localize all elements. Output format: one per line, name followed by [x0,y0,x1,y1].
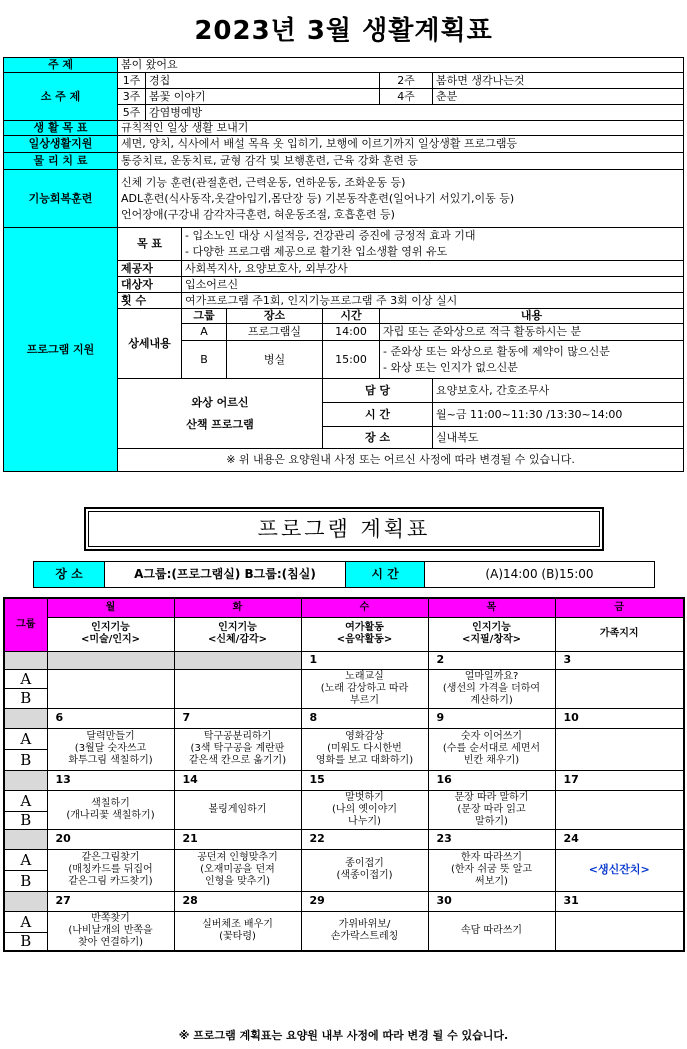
date-cell: 20 [47,829,174,849]
walk-key: 담 당 [323,379,433,403]
activity-line: (생선의 가격을 더하여 [442,682,541,694]
activity-cell [555,849,684,891]
activity-cell [428,728,555,770]
activity-cell [428,790,555,829]
category-cell [555,617,684,651]
activity-line: 반쪽찾기 [91,912,130,924]
category-line: <신체/감각> [207,634,268,645]
daily-value: 세면, 양치, 식사에서 배설 목욕 옷 입히기, 보행에 이르기까지 일상생활 프로그램등 [118,136,684,153]
activity-line: (미워도 다시한번 [327,743,402,754]
date-cell: 24 [555,829,684,849]
detail-time: 14:00 [323,324,380,341]
week-label: 1주 [118,73,146,89]
activity-cell [47,911,174,951]
place-value: A그룹:(프로그램실) B그룹:(침실) [105,562,346,587]
date-cell: 2 [428,651,555,669]
activity-line: (한자 쉬굼 뜻 알고 [450,864,533,875]
footer-note: ※ 프로그램 계획표는 요양원 내부 사정에 따라 변경 될 수 있습니다. [178,1029,509,1042]
date-cell: 8 [301,708,428,728]
date-cell: 3 [555,651,684,669]
place-label: 장 소 [34,562,105,587]
activity-line: 실버체조 배우기 [202,918,273,930]
group-b-label: B [4,749,47,770]
time-label: 시 간 [346,562,425,587]
physio-label: 물 리 치 료 [4,153,118,170]
activity-line: 인형을 맞추기) [204,876,271,887]
activity-line: 손가락스트레칭 [330,930,399,942]
activity-line: 가위바위보/ [338,918,391,930]
activity-cell [555,790,684,829]
activity-cell [47,728,174,770]
goal2-line: - 입소노인 대상 시설적응, 건강관리 증진에 긍정적 효과 기대 [185,229,476,242]
provider-value: 사회복지사, 요양보호사, 외부강사 [182,261,684,277]
category-cell [301,617,428,651]
activity-line: 색칠하기 [91,797,130,809]
date-cell: 21 [174,829,301,849]
rehab-line: ADL훈련(식사동작,옷갈아입기,몸단장 등) 기본동작훈련(일어나기 서있기,이동 등) [121,191,515,205]
day-header: 목 [428,598,555,617]
program-label: 프로그램 지원 [4,228,118,472]
date-cell: 17 [555,770,684,790]
activity-cell [555,728,684,770]
date-cell: 15 [301,770,428,790]
group-header: 그룹 [4,598,47,651]
theme-label: 주 제 [4,58,118,73]
activity-cell [174,728,301,770]
physio-value: 통증치료, 운동치료, 균형 감각 및 보행훈련, 근육 강화 훈련 등 [118,153,684,170]
walk-value: 요양보호사, 간호조무사 [433,379,684,403]
walk-value: 실내복도 [433,427,684,449]
activity-line: 노래교실 [345,670,384,682]
detail-content [380,341,684,379]
activity-line: 종이접기 [345,858,384,869]
detail-group: B [182,341,227,379]
goal-value: 규칙적인 일상 생활 보내기 [118,121,684,136]
activity-cell [301,728,428,770]
activity-cell [47,669,174,708]
detail-label: 상세내용 [118,309,182,379]
date-cell: 28 [174,891,301,911]
rehab-value [118,170,684,228]
date-cell: 29 [301,891,428,911]
activity-line: 써보기) [475,876,508,887]
walk-key: 시 간 [323,403,433,427]
date-cell [174,651,301,669]
activity-cell [47,790,174,829]
group-a-label: A [4,669,47,688]
detail-time: 15:00 [323,341,380,379]
activity-cell [301,849,428,891]
day-header: 월 [47,598,174,617]
rehab-label: 기능회복훈련 [4,170,118,228]
walk-label-line: 와상 어르신 [191,395,249,409]
activity-cell [428,911,555,951]
category-line: 인지기능 [472,622,511,633]
activity-cell [174,669,301,708]
date-cell: 31 [555,891,684,911]
week-gap-cell [4,651,47,669]
activity-line: (오재미공을 던져 [200,864,275,875]
activity-line: (나의 옛이야기 [331,803,398,815]
activity-cell [301,911,428,951]
group-b-label: B [4,932,47,951]
week-topic: 봄하면 생각나는것 [433,73,684,89]
activity-line: 공던져 인형맞추기 [197,852,278,863]
target-label: 대상자 [118,277,182,293]
category-cell [428,617,555,651]
detail-head-place: 장소 [227,309,323,324]
rehab-line: 언어장애(구강내 감각자극훈련, 혀운동조절, 호흡훈련 등) [121,207,395,221]
date-cell [47,651,174,669]
detail-head-content: 내용 [380,309,684,324]
activity-line: 탁구공분리하기 [203,731,272,742]
theme-value: 봄이 왔어요 [118,58,684,73]
week-topic: 춘분 [433,89,684,105]
activity-line: 얼마일까요? [464,670,519,682]
activity-line: (문장 따라 읽고 [457,803,526,815]
activity-line: (꽃타령) [219,930,256,942]
activity-cell [428,849,555,891]
provider-label: 제공자 [118,261,182,277]
activity-cell [555,669,684,708]
category-line: 인지기능 [91,622,130,633]
week-topic: 감염병예방 [146,105,684,121]
plan-note: ※ 위 내용은 요양원내 사정 또는 어르신 사정에 따라 변경될 수 있습니다. [118,449,684,472]
category-line: 인지기능 [218,622,257,633]
goal-label: 생 활 목 표 [4,121,118,136]
activity-line: 빈칸 채우기) [463,755,520,766]
category-line: 여가활동 [345,622,384,633]
count-label: 횟 수 [118,293,182,309]
activity-line: 말하기) [475,815,508,827]
activity-line: (나비날개의 반쪽을 [68,924,153,936]
activity-cell [174,849,301,891]
week-gap-cell [4,770,47,790]
activity-line: (개나리꽃 색칠하기) [66,809,155,821]
activity-line: 달력만들기 [86,731,135,742]
detail-place: 병실 [227,341,323,379]
week-label: 5주 [118,105,146,121]
activity-line: 속담 따라쓰기 [460,924,523,936]
activity-line: <생신잔치> [588,863,650,876]
day-header: 수 [301,598,428,617]
activity-cell [47,849,174,891]
activity-line: 볼링게임하기 [208,803,267,815]
rehab-line: 신체 기능 훈련(관절훈련, 근력운동, 연하운동, 조화운동 등) [121,175,406,189]
activity-line: 문장 따라 말하기 [454,791,529,803]
activity-line: (매칭카드를 뒤집어 [68,864,153,875]
activity-cell [555,911,684,951]
date-cell: 16 [428,770,555,790]
date-cell: 13 [47,770,174,790]
activity-line: 같은그림찾기 [81,852,140,863]
week-label: 2주 [380,73,433,89]
detail-place: 프로그램실 [227,324,323,341]
activity-line: 찾아 연결하기) [77,936,144,948]
page-title: 2023년 3월 생활계획표 [194,16,493,46]
week-topic: 경칩 [146,73,380,89]
goal2-line: - 다양한 프로그램 제공으로 활기찬 입소생활 영위 유도 [185,245,448,258]
date-cell: 27 [47,891,174,911]
detail-content-line: - 와상 또는 인지가 없으신분 [383,360,518,374]
activity-cell [301,790,428,829]
activity-line: 한자 따라쓰기 [460,852,523,863]
goal2-label: 목 표 [118,228,182,261]
date-cell: 1 [301,651,428,669]
week-topic: 봄꽃 이야기 [146,89,380,105]
group-a-label: A [4,849,47,870]
activity-line: 영화감상 [345,731,384,742]
week-gap-cell [4,829,47,849]
walk-key: 장 소 [323,427,433,449]
date-cell: 22 [301,829,428,849]
week-gap-cell [4,708,47,728]
group-b-label: B [4,688,47,708]
activity-cell [174,911,301,951]
detail-head-time: 시간 [323,309,380,324]
activity-line: 영화를 보고 대화하기) [315,755,414,766]
day-header: 금 [555,598,684,617]
week-gap-cell [4,891,47,911]
activity-line: 나누기) [348,815,381,827]
activity-line: 같은색 칸으로 옮기기) [188,755,287,766]
activity-line: (색종이접기) [336,870,393,881]
walk-label-line: 산책 프로그램 [186,417,254,431]
week-label: 4주 [380,89,433,105]
date-cell: 14 [174,770,301,790]
group-b-label: B [4,811,47,829]
activity-line: (3월달 숫자쓰고 [74,743,147,754]
activity-line: (노래 감상하고 따라 [320,682,409,694]
detail-content: 자립 또는 준와상으로 적극 활동하시는 분 [380,324,684,341]
group-b-label: B [4,870,47,891]
category-line: <미술/인지> [80,634,141,645]
goal2-value [182,228,684,261]
activity-line: 화투그림 색칠하기) [68,755,153,766]
activity-cell [428,669,555,708]
activity-cell [174,790,301,829]
activity-line: 계산하기) [470,694,513,706]
week-label: 3주 [118,89,146,105]
group-a-label: A [4,911,47,932]
group-a-label: A [4,790,47,811]
program-calendar [3,597,685,952]
life-plan-table [3,57,684,472]
category-line: 가족지지 [599,628,639,639]
time-value: (A)14:00 (B)15:00 [485,567,594,581]
date-cell: 23 [428,829,555,849]
day-header: 화 [174,598,301,617]
activity-line: (3색 탁구공을 계란판 [190,743,285,754]
subtheme-label: 소 주 제 [4,73,118,121]
detail-content-line: - 준와상 또는 와상으로 활동에 제약이 많으신분 [383,344,610,358]
date-cell: 9 [428,708,555,728]
date-cell: 10 [555,708,684,728]
detail-group: A [182,324,227,341]
activity-line: 부르기 [350,694,379,706]
walk-value: 월~금 11:00~11:30 /13:30~14:00 [433,403,684,427]
count-value: 여가프로그램 주1회, 인지기능프로그램 주 3회 이상 실시 [182,293,684,309]
category-line: <음악활동> [336,634,393,645]
place-time-bar [33,561,655,588]
program-plan-title: 프로그램 계획표 [84,507,604,551]
date-cell: 7 [174,708,301,728]
activity-line: (수를 순서대로 세면서 [442,743,541,754]
activity-line: 말벗하기 [345,791,384,803]
target-value: 입소어르신 [182,277,684,293]
category-cell [174,617,301,651]
category-cell [47,617,174,651]
activity-cell [301,669,428,708]
activity-line: 숫자 이어쓰기 [460,731,523,742]
group-a-label: A [4,728,47,749]
category-line: <지필/창작> [461,634,522,645]
date-cell: 30 [428,891,555,911]
walk-program-label [118,379,323,449]
date-cell: 6 [47,708,174,728]
detail-head-group: 그룹 [182,309,227,324]
activity-line: 같은그림 카드찾기) [68,876,153,887]
daily-label: 일상생활지원 [4,136,118,153]
